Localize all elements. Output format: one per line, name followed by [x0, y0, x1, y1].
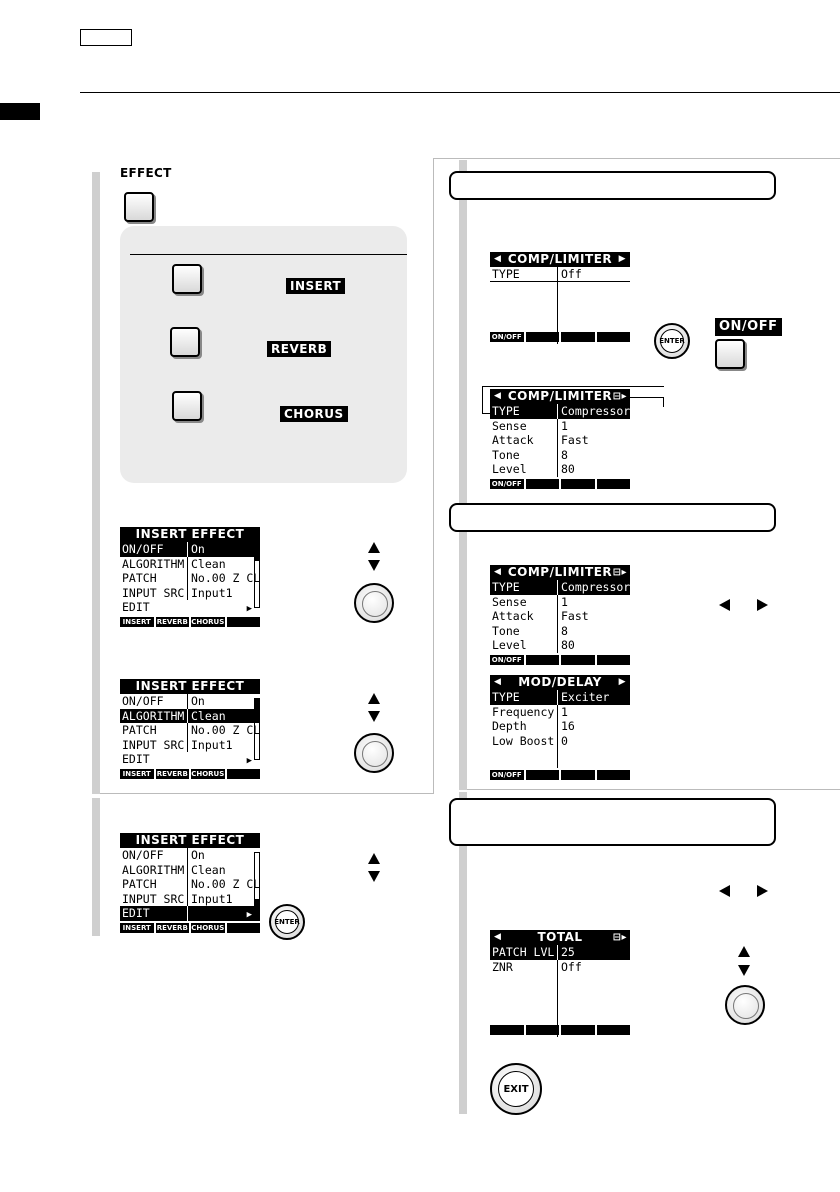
footer-tab[interactable] [526, 770, 560, 780]
up-arrow-icon[interactable] [368, 693, 380, 704]
chorus-label: CHORUS [280, 406, 348, 422]
panel-rule [130, 254, 407, 255]
down-arrow-icon[interactable] [368, 560, 380, 571]
footer-tab[interactable]: INSERT [120, 769, 154, 779]
step-title-box-3 [449, 798, 776, 846]
footer-tab[interactable] [561, 1025, 595, 1035]
screen-row[interactable]: Sense 1 [490, 419, 630, 434]
screen-row[interactable]: PATCH LVL 25 [490, 945, 630, 960]
footer-tab[interactable] [597, 655, 631, 665]
exit-button[interactable]: EXIT [490, 1063, 542, 1115]
footer-tab[interactable]: INSERT [120, 617, 154, 627]
screen-row[interactable]: ON/OFF On [120, 848, 260, 863]
page-icon: ⊟▸ [612, 391, 627, 402]
footer-tab[interactable]: REVERB [156, 617, 188, 626]
screen-title: INSERT EFFECT [120, 679, 260, 694]
onoff-key[interactable] [715, 339, 745, 369]
footer-tab[interactable] [597, 332, 631, 342]
footer-tab[interactable] [526, 655, 560, 665]
reverb-key[interactable] [170, 327, 200, 357]
scroll-arrow-icon: ▶ [246, 604, 252, 614]
left-arrow-icon: ◀ [494, 391, 502, 401]
footer-tab[interactable]: CHORUS [191, 923, 225, 932]
divider-h-top [433, 158, 840, 159]
screen-row[interactable]: PATCH No.00 Z CL [122, 571, 260, 586]
screen-row[interactable]: ALGORITHM Clean [120, 709, 260, 724]
footer-tab[interactable] [526, 1025, 560, 1035]
side-marker [0, 103, 40, 120]
screen-row[interactable]: INPUT SRC Input1 [120, 586, 260, 601]
effect-key[interactable] [124, 192, 154, 222]
footer-tab[interactable] [490, 1025, 524, 1035]
screen-row[interactable]: Tone 8 [490, 448, 630, 463]
footer-tab[interactable]: CHORUS [191, 769, 225, 778]
value-dial[interactable] [725, 985, 765, 1025]
footer-tab[interactable] [526, 479, 560, 489]
screen-row[interactable]: Sense 1 [490, 595, 630, 610]
footer-tab[interactable] [561, 655, 595, 665]
screen-row[interactable]: ON/OFF On [120, 542, 260, 557]
screen-row[interactable]: Frequency 1 [490, 705, 630, 720]
screen-title: COMP/LIMITER [507, 565, 613, 579]
up-arrow-icon[interactable] [368, 542, 380, 553]
footer-tab[interactable]: CHORUS [191, 617, 225, 626]
right-arrow-icon: ▶ [618, 677, 626, 687]
left-arrow-icon: ◀ [494, 932, 502, 942]
header-tab-box [80, 29, 132, 46]
callout-line [663, 397, 664, 407]
footer-tab[interactable] [597, 770, 631, 780]
comp-limiter-off-screen [490, 252, 630, 342]
screen-row[interactable]: ON/OFF On [120, 694, 260, 709]
screen-row[interactable]: TYPE Compressor [492, 580, 630, 594]
footer-tab[interactable]: ON/OFF [491, 771, 522, 780]
step-strip-2 [92, 798, 100, 936]
screen-row[interactable]: Attack Fast [490, 433, 630, 448]
footer-tab[interactable] [526, 332, 560, 342]
footer-tab[interactable] [227, 617, 261, 627]
down-arrow-icon[interactable] [738, 965, 750, 976]
footer-tab[interactable]: REVERB [156, 923, 188, 932]
value-dial[interactable] [354, 583, 394, 623]
onoff-label: ON/OFF [715, 318, 782, 336]
right-arrow-icon: ▶ [618, 254, 626, 264]
footer-tab[interactable] [227, 769, 261, 779]
screen-row[interactable]: TYPE Off [490, 267, 630, 282]
insert-effect-screen-1 [120, 527, 260, 627]
callout-line [482, 386, 483, 414]
down-arrow-icon[interactable] [368, 871, 380, 882]
screen-title: MOD/DELAY [518, 675, 602, 689]
comp-limiter-on-screen [490, 389, 630, 489]
screen-row[interactable]: PATCH No.00 Z CL [122, 877, 260, 892]
footer-tab[interactable] [561, 332, 595, 342]
value-dial[interactable] [354, 733, 394, 773]
screen-row[interactable]: ZNR Off [490, 960, 630, 975]
up-arrow-icon[interactable] [738, 946, 750, 957]
scroll-arrow-icon: ▶ [246, 910, 252, 920]
screen-title: TOTAL [537, 930, 583, 944]
scrollbar[interactable] [254, 698, 260, 760]
footer-tab[interactable] [597, 479, 631, 489]
screen-row[interactable]: Low Boost 0 [490, 734, 630, 749]
selection-panel [120, 226, 407, 483]
screen-row[interactable]: Depth 16 [490, 719, 630, 734]
screen-row[interactable]: Attack Fast [490, 609, 630, 624]
reverb-label: REVERB [267, 341, 331, 357]
screen-row[interactable]: EDIT [120, 906, 260, 921]
scrollbar[interactable] [254, 852, 260, 914]
divider-h-left [100, 793, 434, 794]
footer-tab[interactable]: INSERT [120, 923, 154, 933]
footer-tab[interactable] [227, 923, 261, 933]
header-rule [80, 92, 840, 93]
footer-tab[interactable] [561, 770, 595, 780]
effect-key-label: EFFECT [120, 166, 172, 180]
left-arrow-icon[interactable] [719, 599, 730, 611]
screen-row[interactable]: ALGORITHM Clean [120, 557, 260, 572]
screen-row[interactable]: PATCH No.00 Z CL [122, 723, 260, 738]
screen-row[interactable]: TYPE Compressor [492, 404, 630, 418]
footer-tab[interactable]: REVERB [156, 769, 188, 778]
screen-title: INSERT EFFECT [120, 527, 260, 542]
screen-row[interactable]: Level 80 [490, 638, 630, 653]
step-title-box-1 [449, 171, 776, 200]
step-strip-3 [459, 160, 467, 790]
screen-title: INSERT EFFECT [120, 833, 260, 848]
mod-delay-screen [490, 675, 630, 780]
scrollbar[interactable] [254, 546, 260, 608]
chorus-key[interactable] [172, 391, 202, 421]
screen-row[interactable]: Tone 8 [490, 624, 630, 639]
comp-limiter-screen [490, 565, 630, 665]
left-arrow-icon[interactable] [719, 885, 730, 897]
screen-row[interactable]: INPUT SRC Input1 [120, 738, 260, 753]
enter-button[interactable]: ENTER [269, 904, 305, 940]
screen-title: COMP/LIMITER [507, 252, 613, 266]
page-icon: ⊟▸ [612, 932, 627, 943]
screen-row[interactable]: ALGORITHM Clean [120, 863, 260, 878]
footer-tab[interactable]: ON/OFF [491, 655, 522, 664]
callout-line [482, 386, 664, 387]
divider-v-mid [433, 158, 434, 793]
step-title-box-2 [449, 503, 776, 532]
insert-key[interactable] [172, 264, 202, 294]
insert-effect-screen-2 [120, 679, 260, 779]
screen-row[interactable]: TYPE Exciter [490, 690, 630, 705]
left-arrow-icon: ◀ [494, 567, 502, 577]
down-arrow-icon[interactable] [368, 711, 380, 722]
total-screen [490, 930, 630, 1035]
right-arrow-icon[interactable] [757, 599, 768, 611]
scroll-arrow-icon: ▶ [246, 756, 252, 766]
insert-effect-screen-3 [120, 833, 260, 933]
divider-h-right [459, 789, 840, 790]
left-arrow-icon: ◀ [494, 254, 502, 264]
screen-row[interactable]: EDIT [122, 600, 150, 615]
left-arrow-icon: ◀ [494, 677, 502, 687]
page-icon: ⊟▸ [612, 567, 627, 578]
screen-title: COMP/LIMITER [507, 389, 613, 403]
enter-button[interactable]: ENTER [654, 323, 690, 359]
right-arrow-icon[interactable] [757, 885, 768, 897]
screen-row[interactable]: Level 80 [490, 462, 630, 477]
footer-tab[interactable] [597, 1025, 631, 1035]
screen-row[interactable]: INPUT SRC Input1 [120, 892, 260, 907]
up-arrow-icon[interactable] [368, 853, 380, 864]
callout-line [630, 397, 664, 398]
step-strip-1 [92, 172, 100, 794]
screen-row[interactable]: EDIT [122, 752, 150, 767]
footer-tab[interactable] [561, 479, 595, 489]
footer-tab[interactable]: ON/OFF [491, 333, 522, 342]
footer-tab[interactable]: ON/OFF [491, 479, 522, 488]
callout-line [482, 413, 490, 414]
insert-label: INSERT [286, 278, 345, 294]
